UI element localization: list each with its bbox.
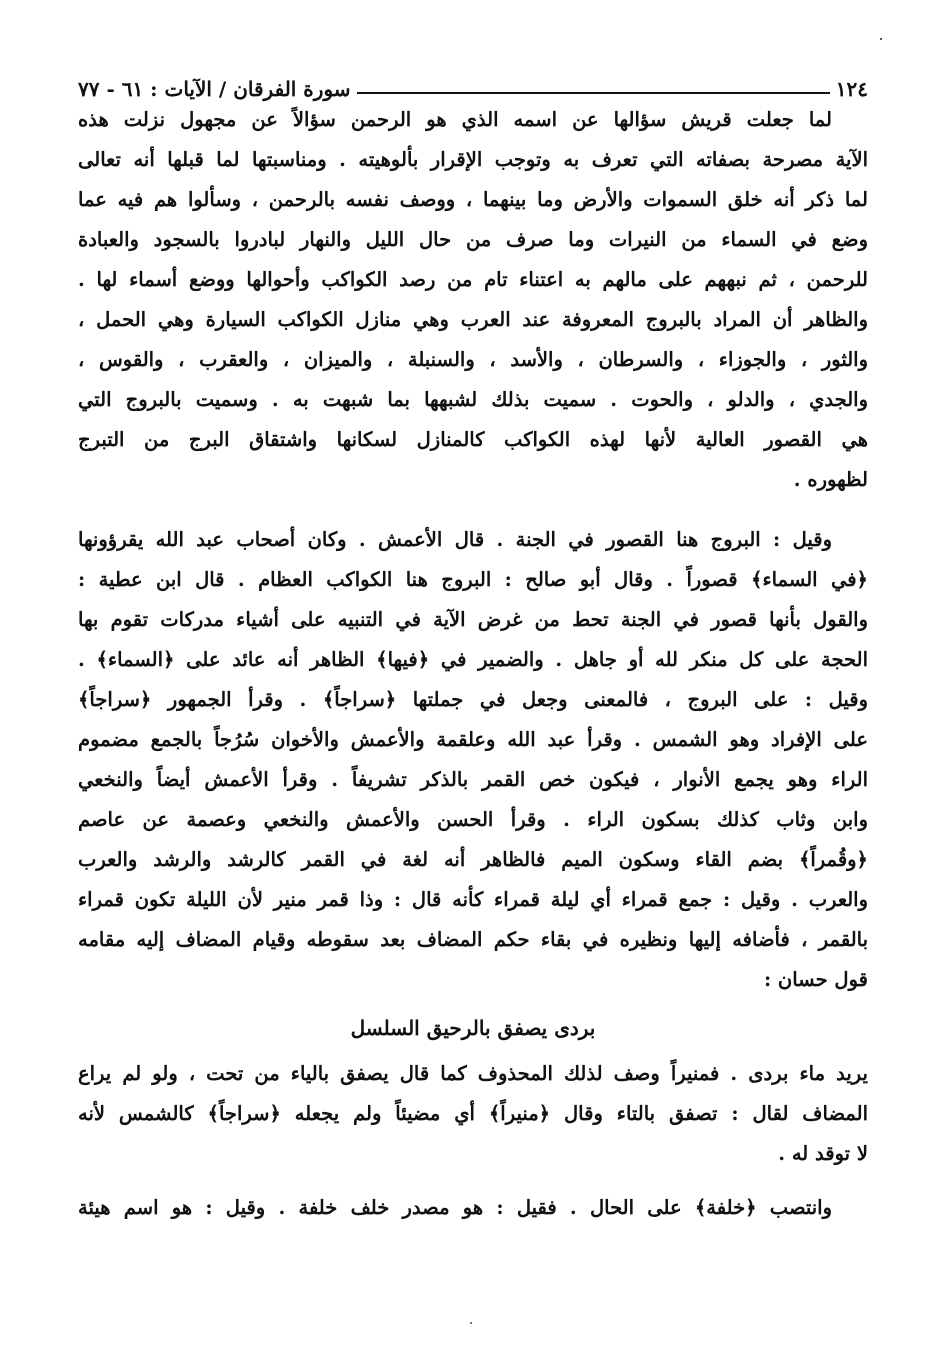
text-line: وضع في السماء من النيرات وما صرف من حال الليل والنهار لبادروا بالسجود والعبادة xyxy=(78,228,868,251)
book-page xyxy=(78,74,868,1228)
paragraph-khilfa xyxy=(78,1188,868,1228)
text-line: وقيل : البروج هنا القصور في الجنة . قال الأعمش . وكان أصحاب عبد الله يقرؤونها xyxy=(78,528,832,551)
page-number: ١٢٤ xyxy=(835,77,868,101)
text-line: لظهوره . xyxy=(793,468,868,491)
text-line: لما ذكر أنه خلق السموات والأرض وما بينهما ، ووصف نفسه بالرحمن ، وسألوا هم فيه عما xyxy=(78,188,868,211)
text-line: لما جعلت قريش سؤالها عن اسمه الذي هو الرحمن سؤالاً عن مجهول نزلت هذه xyxy=(78,108,832,131)
text-line: الحجة على كل منكر لله أو جاهل . والضمير في ﴿فيها﴾ الظاهر أنه عائد على ﴿السماء﴾ . xyxy=(78,648,868,671)
text-line: وانتصب ﴿خلفة﴾ على الحال . فقيل : هو مصدر خلف خلفة . وقيل : هو اسم هيئة xyxy=(78,1196,832,1219)
text-line: للرحمن ، ثم نبههم على مالهم به اعتناء تام من رصد الكواكب وأحوالها ووضع أسماء لها . xyxy=(78,268,868,291)
text-line: ﴿في السماء﴾ قصوراً . وقال أبو صالح : البروج هنا الكواكب العظام . قال ابن عطية : xyxy=(78,568,868,591)
scan-speck xyxy=(470,1322,472,1324)
poetry-verse: بردى يصفق بالرحيق السلسل xyxy=(350,1016,596,1040)
surah-title: سورة الفرقان / الآيات : ٦١ - ٧٧ xyxy=(78,77,351,101)
text-line: على الإفراد وهو الشمس . وقرأ عبد الله وعلقمة والأعمش والأخوان سُرُجاً بالجمع مضموم xyxy=(78,728,868,751)
text-line: وابن وثاب كذلك بسكون الراء . وقرأ الحسن والأعمش والنخعي وعصمة عن عاصم xyxy=(78,808,868,831)
text-line: قول حسان : xyxy=(763,968,868,991)
text-line: بالقمر ، فأضافه إليها ونظيره في بقاء حكم المضاف بعد سقوطه وقيام المضاف إليه مقامه xyxy=(78,928,868,951)
paragraph-burooj xyxy=(78,100,868,500)
scan-speck xyxy=(880,38,882,40)
text-line: والظاهر أن المراد بالبروج المعروفة عند العرب وهي منازل الكواكب السيارة وهي الحمل ، xyxy=(78,308,868,331)
text-line: والقول بأنها قصور في الجنة تحط من غرض الآية في التنبيه على أشياء مدركات تقوم بها xyxy=(78,608,868,631)
paragraph-qusur xyxy=(78,520,868,1000)
running-header xyxy=(78,74,868,100)
text-line: ﴿وقُمراً﴾ بضم القاء وسكون الميم فالظاهر أنه لغة في القمر كالرشد والرشد والعرب xyxy=(78,848,868,871)
text-line: والثور ، والجوزاء ، والسرطان ، والأسد ، والسنبلة ، والميزان ، والعقرب ، والقوس ، xyxy=(78,348,868,371)
paragraph-muniran xyxy=(78,1054,868,1174)
text-line: لا توقد له . xyxy=(778,1142,868,1165)
text-line: هي القصور العالية لأنها لهذه الكواكب كالمنازل لسكانها واشتقاق البرج من التبرج xyxy=(78,428,868,451)
text-line: يريد ماء بردى . فمنيراً وصف لذلك المحذوف كما قال يصفق بالياء من تحت ، ولو لم يراع xyxy=(78,1062,868,1085)
text-line: والعرب . وقيل : جمع قمراء أي ليلة قمراء كأنه قال : وذا قمر منير لأن الليلة تكون قمراء xyxy=(78,888,868,911)
text-line: الآية مصرحة بصفاته التي تعرف به وتوجب الإقرار بألوهيته . ومناسبتها لما قبلها أنه تعالى xyxy=(78,148,868,171)
text-line: والجدي ، والدلو ، والحوت . سميت بذلك لشبهها بما شبهت به . وسميت بالبروج التي xyxy=(78,388,868,411)
text-line: المضاف لقال : تصفق بالتاء وقال ﴿منيراً﴾ أي مضيئاً ولم يجعله ﴿سراجاً﴾ كالشمس لأنه xyxy=(78,1102,868,1125)
header-rule xyxy=(357,92,830,94)
text-line: وقيل : على البروج ، فالمعنى وجعل في جملتها ﴿سراجاً﴾ . وقرأ الجمهور ﴿سراجاً﴾ xyxy=(78,688,868,711)
text-line: الراء وهو يجمع الأنوار ، فيكون خص القمر بالذكر تشريفاً . وقرأ الأعمش أيضاً والنخعي xyxy=(78,768,868,791)
